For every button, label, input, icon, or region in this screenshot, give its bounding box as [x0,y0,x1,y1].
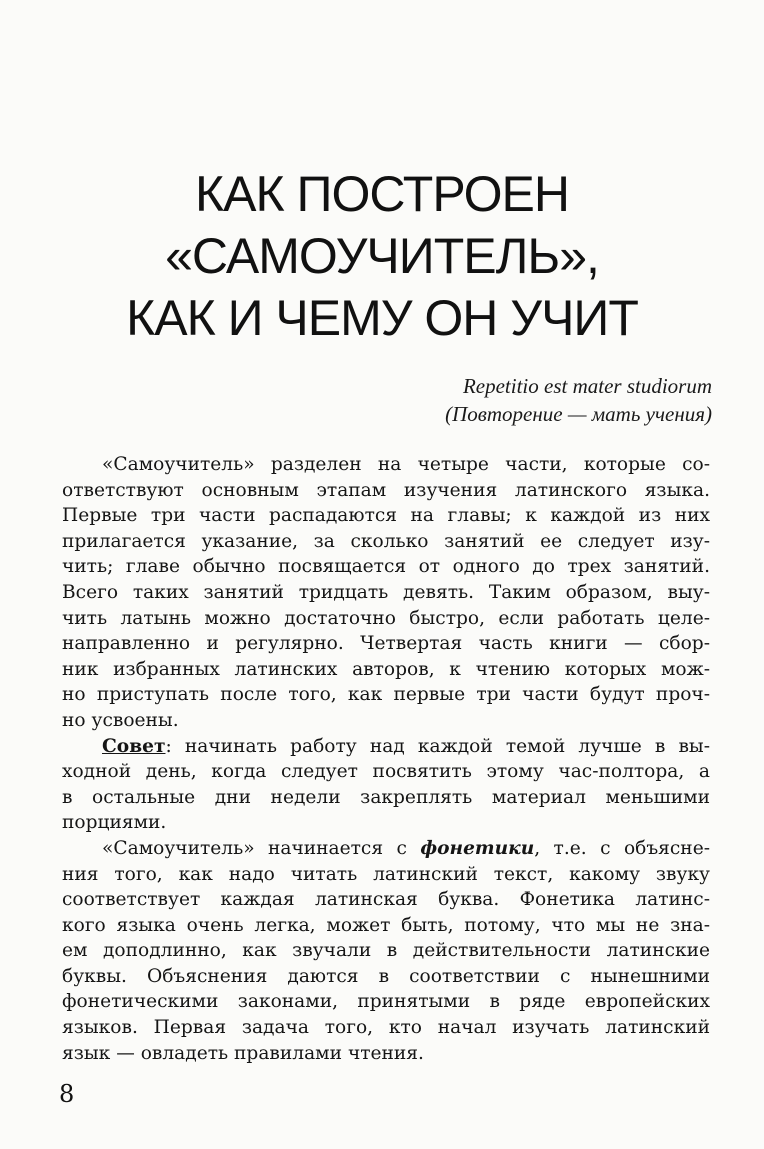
text-line: но усвоены. [62,709,179,731]
text-line: порциями. [62,812,167,834]
text-line: ем доподлинно, как звучали в действительности латинские [62,940,710,962]
text-line: ходной день, когда следует посвятить этому час-полтора, а [62,761,710,783]
text-line: язык — овладеть правилами чтения. [62,1042,424,1064]
text-line: Первые три части распадаются на главы; к каждой из них [62,505,710,527]
advice-line-rest: : начинать работу над каждой темой лучше в вы- [165,735,710,757]
text-line: чить латынь можно достаточно быстро, если работать целе- [62,607,710,629]
text-line: но приступать после того, как первые три части будут проч- [62,684,710,706]
text-line: ответствуют основным этапам изучения латинского языка. [62,479,710,501]
text-line: в остальные дни недели закреплять материал меньшими [62,786,710,808]
text-line [62,836,710,862]
chapter-title-line-3: КАК И ЧЕМУ ОН УЧИТ [126,290,638,346]
text-line: буквы. Объяснения даются в соответствии с нынешними [62,965,710,987]
text-line: фонетическими законами, принятыми в ряде европейских [62,991,710,1013]
body-text [62,452,710,1066]
paragraph-1 [62,452,710,734]
page-number: 8 [59,1080,75,1108]
chapter-title-line-2: «САМОУЧИТЕЛЬ», [165,228,599,284]
text-line [62,734,710,760]
text-line: Всего таких занятий тридцать девять. Таким образом, выу- [62,581,710,603]
epigraph [445,372,712,428]
text-line: соответствует каждая латинская буква. Фонетика латинс- [62,889,710,911]
text-line: языков. Первая задача того, кто начал изучать латинский [62,1017,710,1039]
chapter-title-line-1: КАК ПОСТРОЕН [195,166,569,222]
text-line: «Самоучитель» разделен на четыре части, которые со- [102,454,710,475]
text-line: ник избранных латинских авторов, к чтению которых мож- [62,658,710,680]
epigraph-translation: (Повторение — мать учения) [445,402,712,426]
paragraph-2 [62,734,710,836]
phonetics-term: фонетики [420,837,535,859]
phonetics-line-end: , т.е. с объясне- [534,837,710,859]
text-line: прилагается указание, за сколько занятий ее следует изу- [62,530,710,552]
text-line: направленно и регулярно. Четвертая часть книги — сбор- [62,633,710,655]
chapter-title [60,163,704,349]
text-line: ния того, как надо читать латинский текст, какому звуку [62,863,710,885]
advice-label: Совет [102,735,166,757]
phonetics-line-start: «Самоучитель» начинается с [102,837,421,859]
text-line: чить; главе обычно посвящается от одного до трех занятий. [62,556,710,578]
epigraph-latin: Repetitio est mater studiorum [462,374,712,398]
text-line: кого языка очень легка, может быть, потому, что мы не зна- [62,914,710,936]
paragraph-3 [62,836,710,1066]
